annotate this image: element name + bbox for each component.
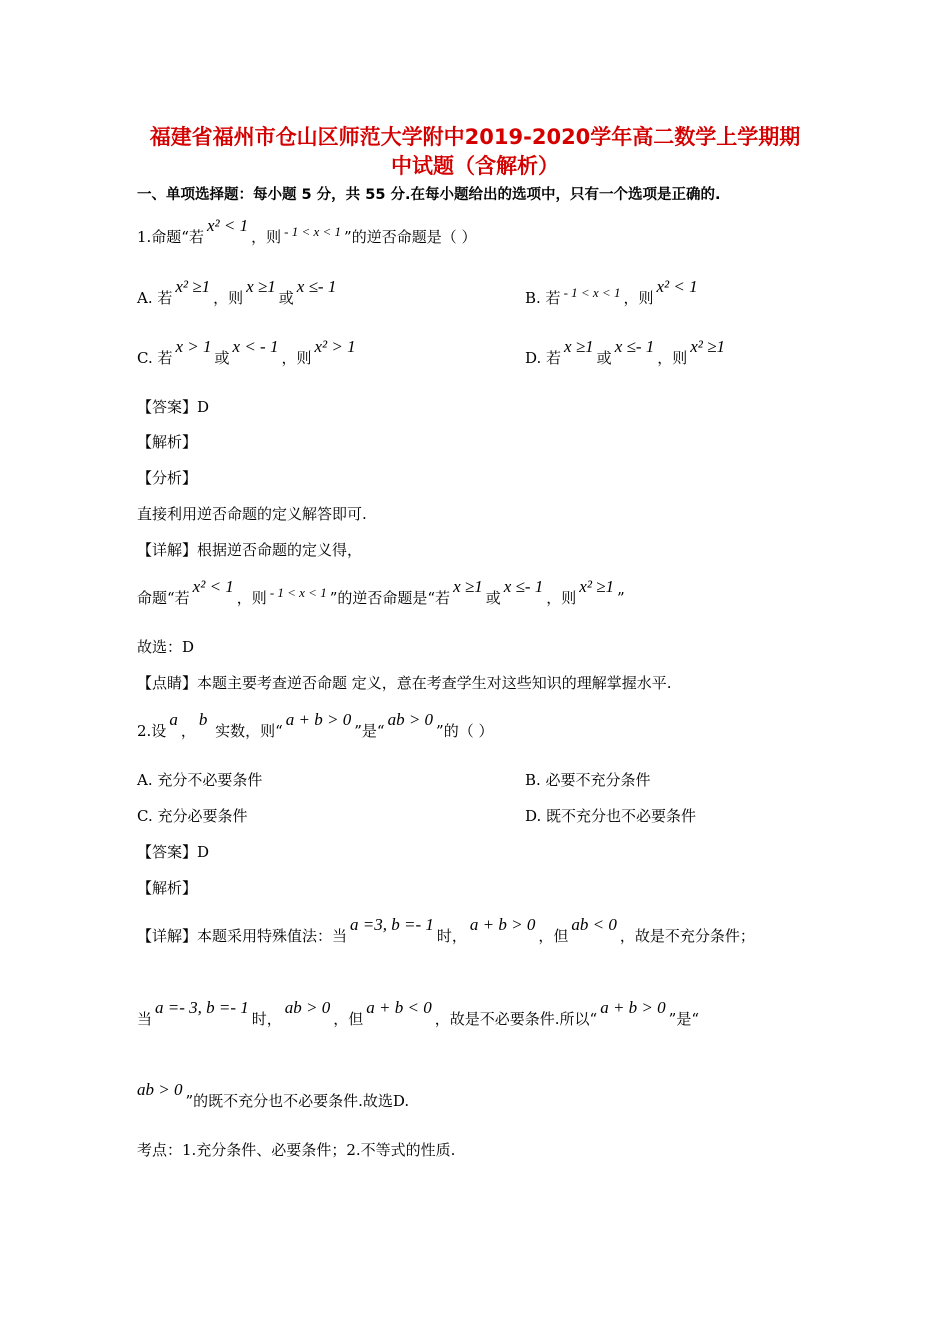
option-math: x ≤- 1 (296, 277, 337, 296)
detail-text: ”的逆否命题是“若 (329, 589, 451, 607)
q2-option-d: D. 既不充分也不必要条件 (525, 807, 697, 825)
q2-stem-text: ， (180, 722, 196, 740)
detail-text: ，但 (333, 1010, 364, 1028)
q2-option-a: A. 充分不必要条件 (137, 771, 263, 789)
detail-math: x² ≥1 (579, 577, 615, 596)
q1-detail: 【详解】根据逆否命题的定义得， (137, 541, 363, 559)
option-math: x > 1 (175, 337, 212, 356)
detail-text: ” (617, 589, 625, 607)
q1-stem-text: 1.命题“若 (137, 228, 204, 246)
detail-text: 【详解】本题采用特殊值法：当 (137, 927, 348, 945)
option-math: - 1 < x < 1 (563, 285, 621, 300)
q1-answer: 【答案】D (137, 398, 210, 416)
detail-text: ，故是不必要条件.所以“ (434, 1010, 598, 1028)
detail-math: ab > 0 (284, 998, 331, 1017)
q1-option-d (525, 337, 728, 368)
option-text: 或 (596, 349, 612, 367)
section-heading: 一、单项选择题：每小题 5 分，共 55 分.在每小题给出的选项中，只有一个选项是正确的. (137, 187, 721, 203)
q2-kaodian: 考点：1.充分条件、必要条件；2.不等式的性质. (137, 1141, 456, 1159)
detail-text: ”是“ (668, 1010, 699, 1028)
detail-math: x² < 1 (192, 577, 234, 596)
option-text: D. 若 (525, 349, 562, 367)
q2-stem (137, 710, 494, 741)
q2-analysis-heading: 【解析】 (137, 879, 198, 897)
option-math: x² ≥1 (175, 277, 211, 296)
q2-detail-line3 (137, 1080, 410, 1111)
detail-text: ，则 (236, 589, 267, 607)
detail-text: ，但 (538, 927, 569, 945)
q2-detail-line1 (137, 915, 755, 946)
q1-choose: 故选：D (137, 638, 195, 656)
q1-math: x² < 1 (206, 216, 249, 235)
option-text: 或 (278, 289, 294, 307)
option-text: ，则 (657, 349, 688, 367)
q2-math: a + b > 0 (285, 710, 352, 729)
detail-text: ，故是不充分条件； (619, 927, 755, 945)
q1-stem (137, 216, 477, 247)
detail-math: x ≤- 1 (503, 577, 544, 596)
q1-dianjing: 【点睛】本题主要考查逆否命题 定义，意在考查学生对这些知识的理解掌握水平. (137, 674, 672, 692)
q2-stem-text: ”的（ ） (436, 722, 494, 740)
detail-text: ，则 (546, 589, 577, 607)
option-math: x < - 1 (232, 337, 279, 356)
detail-text: 时， (251, 1010, 282, 1028)
q1-stem-text: ，则 (251, 228, 282, 246)
detail-text: 命题“若 (137, 589, 190, 607)
q2-answer: 【答案】D (137, 843, 210, 861)
q2-option-b: B. 必要不充分条件 (525, 771, 651, 789)
detail-math: a + b > 0 (600, 998, 666, 1017)
q1-option-b (525, 277, 701, 308)
detail-text: 时， (436, 927, 467, 945)
option-math: x² < 1 (656, 277, 698, 296)
q1-stem-text: ”的逆否命题是（ ） (344, 228, 477, 246)
q1-math: - 1 < x < 1 (284, 224, 342, 239)
q1-option-c (137, 337, 359, 368)
detail-text: 当 (137, 1010, 153, 1028)
q2-math: ab > 0 (387, 710, 434, 729)
detail-math: ab < 0 (571, 915, 617, 934)
detail-text: 或 (485, 589, 501, 607)
q2-stem-text: ”是“ (354, 722, 385, 740)
option-text: A. 若 (137, 289, 173, 307)
q1-detail-line2 (137, 577, 625, 608)
option-math: x ≥1 (564, 337, 594, 356)
option-math: x ≥1 (246, 277, 276, 296)
detail-math: x ≥1 (453, 577, 483, 596)
q1-fenxi-text: 直接利用逆否命题的定义解答即可. (137, 505, 367, 523)
q1-analysis-heading: 【解析】 (137, 433, 198, 451)
q2-stem-text: 2.设 (137, 722, 167, 740)
option-text: ，则 (281, 349, 312, 367)
q2-option-c: C. 充分必要条件 (137, 807, 248, 825)
detail-math: a + b < 0 (366, 998, 432, 1017)
document-title-line1: 福建省福州市仓山区师范大学附中2019-2020学年高二数学上学期期 (149, 125, 801, 149)
detail-math: - 1 < x < 1 (269, 585, 327, 600)
detail-text: ”的既不充分也不必要条件.故选D. (185, 1092, 410, 1110)
q1-fenxi-heading: 【分析】 (137, 469, 198, 487)
detail-math: a =3, b =- 1 (350, 915, 434, 934)
q2-math: a (169, 710, 178, 729)
q2-stem-text: 实数，则“ (210, 722, 283, 740)
q2-math: b (198, 710, 208, 729)
option-text: C. 若 (137, 349, 173, 367)
q1-option-a (137, 277, 339, 308)
option-text: 或 (214, 349, 230, 367)
detail-math: ab > 0 (137, 1080, 183, 1099)
option-text: B. 若 (525, 289, 561, 307)
option-text: ，则 (213, 289, 244, 307)
detail-math: a =- 3, b =- 1 (155, 998, 249, 1017)
document-title-line2: 中试题（含解析） (391, 154, 559, 178)
detail-math: a + b > 0 (469, 915, 536, 934)
q2-detail-line2 (137, 998, 699, 1029)
option-math: x² ≥1 (690, 337, 725, 356)
option-text: ，则 (623, 289, 654, 307)
option-math: x ≤- 1 (614, 337, 655, 356)
option-math: x² > 1 (314, 337, 356, 356)
